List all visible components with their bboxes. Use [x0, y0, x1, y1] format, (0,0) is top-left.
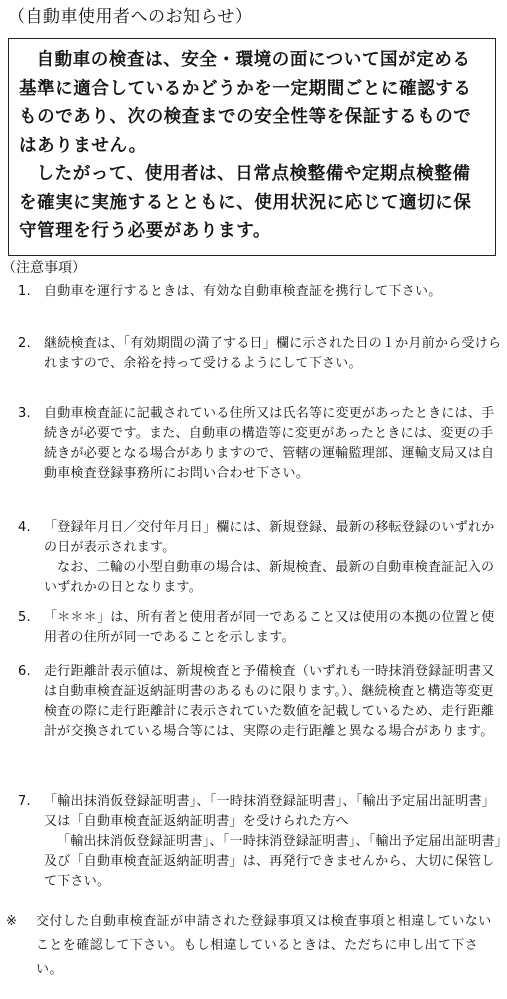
notice-heading: （自動車使用者へのお知らせ） — [8, 7, 253, 27]
caution-item-text: 走行距離計表示値は、新規検査と予備検査（いずれも一時抹消登録証明書又は自動車検査証返納証明書のあるものに限ります。）、継続検査と構造等変更検査の際に走行距離計に表示されていた数値を記載しているため、走行距離計が交換されている場合等には、実際の走行距離と異なる場合があります。 — [44, 664, 495, 739]
caution-item-number: 6. — [18, 664, 31, 679]
caution-item-text: 「登録年月日／交付年月日」欄には、新規登録、最新の移転登録のいずれかの日が表示されます。 — [44, 520, 495, 555]
caution-item-text-continued: なお、二輪の小型自動車の場合は、新規検査、最新の自動車検査証記入のいずれかの日となります。 — [44, 560, 495, 595]
notice-box — [8, 38, 496, 256]
caution-item-7 — [18, 792, 502, 892]
footnote-text: 交付した自動車検査証が申請された登録事項又は検査事項と相違していないことを確認して下さい。もし相違しているときは、ただちに申し出て下さい。 — [36, 914, 492, 977]
notice-paragraph-2: したがって、使用者は、日常点検整備や定期点検整備を確実に実施するとともに、使用状況に応じて適切に保守管理を行う必要があります。 — [19, 164, 472, 241]
caution-item-4 — [18, 518, 502, 598]
caution-item-text: 「＊＊＊」は、所有者と使用者が同一であること又は使用の本拠の位置と使用者の住所が同一であることを示します。 — [44, 610, 495, 645]
caution-item-3 — [18, 404, 502, 484]
caution-item-2 — [18, 334, 502, 374]
caution-item-text: 「輸出抹消仮登録証明書」、「一時抹消登録証明書」、「輸出予定届出証明書」又は「自動車検査証返納証明書」を受けられた方へ — [44, 794, 496, 829]
caution-item-text: 自動車を運行するときは、有効な自動車検査証を携行して下さい。 — [44, 284, 442, 299]
caution-item-number: 4. — [18, 520, 31, 535]
caution-item-text: 継続検査は、「有効期間の満了する日」欄に示された日の１か月前から受けられますので、余裕を持って受けるようにして下さい。 — [44, 336, 502, 371]
notice-paragraph-1: 自動車の検査は、安全・環境の面について国が定める基準に適合しているかどうかを一定期間ごとに確認するものであり、次の検査までの安全性等を保証するものではありません。 — [19, 50, 472, 156]
caution-item-number: 3. — [18, 406, 31, 421]
caution-item-number: 5. — [18, 610, 31, 625]
caution-item-number: 1. — [18, 284, 31, 299]
caution-item-1 — [18, 282, 502, 302]
cautions-title: （注意事項） — [2, 260, 86, 276]
caution-item-number: 7. — [18, 794, 31, 809]
caution-item-number: 2. — [18, 336, 31, 351]
footnote — [6, 910, 502, 982]
caution-item-6 — [18, 662, 502, 742]
reference-mark: ※ — [6, 914, 18, 929]
caution-item-5 — [18, 608, 502, 648]
caution-item-text: 自動車検査証に記載されている住所又は氏名等に変更があったときには、手続きが必要です。また、自動車の構造等に変更があったときには、変更の手続きが必要となる場合がありますので、管轄の運輸監理部、運輸支局又は自動車検査登録事務所にお問い合わせ下さい。 — [44, 406, 495, 481]
caution-item-text-continued: 「輸出抹消仮登録証明書」、「一時抹消登録証明書」、「輸出予定届出証明書」及び「自動車検査証返納証明書」は、再発行できませんから、大切に保管して下さい。 — [44, 834, 502, 889]
